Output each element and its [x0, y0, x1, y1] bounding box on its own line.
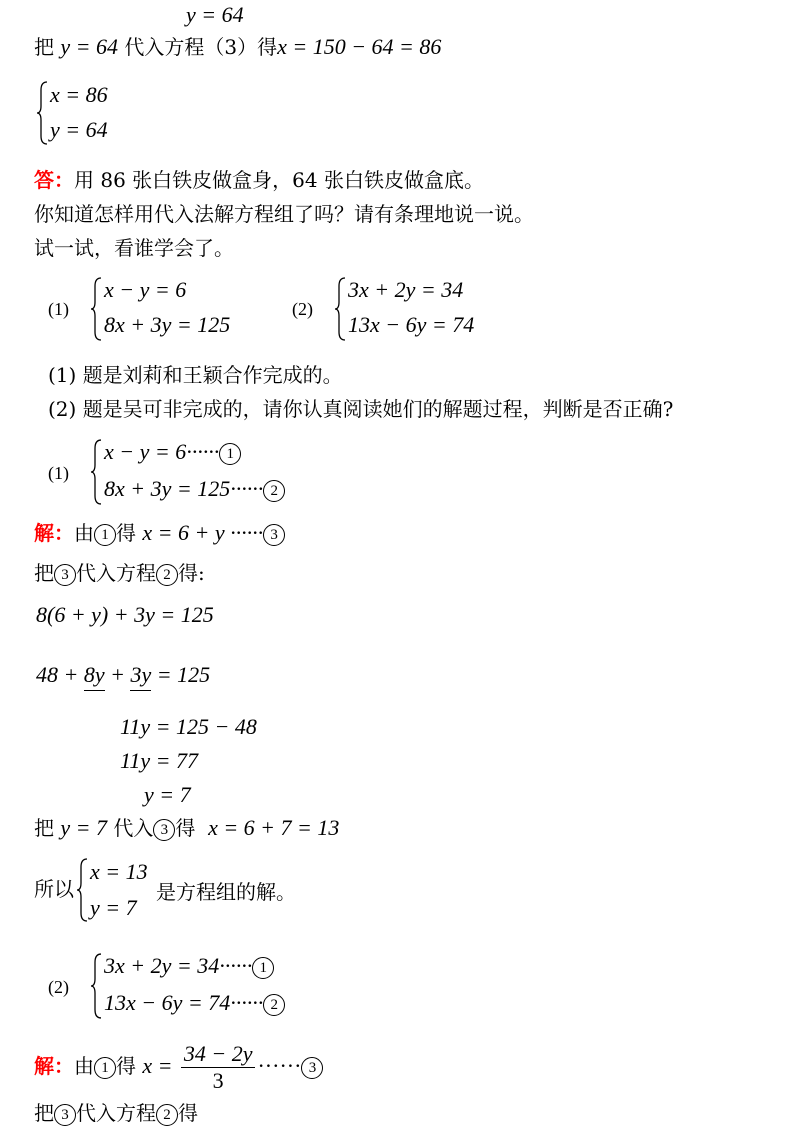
circled-number: 1 — [94, 524, 116, 546]
text: 得: — [178, 561, 205, 585]
solution-2-step-1 — [34, 1036, 323, 1096]
note-1: (1) 题是刘莉和王颖合作完成的。 — [48, 363, 343, 387]
text: 由 — [74, 1054, 94, 1078]
solution-2-label: (2) — [48, 977, 69, 997]
equation-step-3: 11y = 125 − 48 — [120, 714, 257, 739]
numerator: 34 − 2y — [181, 1041, 256, 1068]
circled-number: 2 — [263, 480, 285, 502]
substitution-line — [34, 34, 441, 60]
equation: x = 150 − 64 = 86 — [277, 34, 442, 59]
row-x: x = 86 — [50, 82, 108, 107]
exercise-2-system — [334, 276, 514, 342]
text: 代入方程 — [76, 561, 156, 585]
brace-icon — [90, 952, 102, 1020]
text: 把 — [34, 561, 54, 585]
row-y: y = 7 — [90, 895, 137, 920]
row-y: y = 64 — [50, 117, 108, 142]
text: 得 — [175, 816, 196, 840]
row-2 — [104, 990, 285, 1016]
circled-number: 3 — [301, 1057, 323, 1079]
circled-number: 3 — [153, 819, 175, 841]
underlined-term: 3y — [130, 662, 151, 691]
try-line: 试一试，看谁学会了。 — [34, 236, 234, 260]
equation: x = 6 + y ······ — [142, 520, 264, 545]
circled-number: 1 — [252, 957, 274, 979]
row-2: 8x + 3y = 125 — [104, 312, 231, 337]
brace-icon — [36, 80, 48, 146]
conclusion-suffix: 是方程组的解。 — [156, 880, 296, 904]
denominator: 3 — [212, 1068, 224, 1093]
solution-label: 解： — [34, 521, 74, 545]
text: 由 — [74, 521, 94, 545]
text: + — [104, 662, 131, 687]
equation: y = 64 — [60, 34, 118, 59]
text: 把 — [34, 35, 54, 59]
circled-number: 3 — [54, 564, 76, 586]
solution-1-system — [90, 438, 320, 506]
circled-number: 2 — [263, 994, 285, 1016]
text: 得 — [116, 521, 136, 545]
row-x: x = 13 — [90, 859, 148, 884]
exercise-1-label: (1) — [48, 299, 69, 319]
text: 得 — [116, 1054, 136, 1078]
exercise-2-label: (2) — [292, 299, 313, 319]
note-2: (2) 题是吴可非完成的，请你认真阅读她们的解题过程，判断是否正确? — [48, 397, 674, 421]
circled-number: 3 — [263, 524, 285, 546]
equation: 3x + 2y = 34······ — [104, 953, 253, 978]
row-1: x − y = 6 — [104, 277, 187, 302]
equation: 13x − 6y = 74······ — [104, 990, 264, 1015]
circled-number: 2 — [156, 564, 178, 586]
equation-step-2 — [36, 662, 210, 691]
equation: 8x + 3y = 125······ — [104, 476, 264, 501]
circled-number: 1 — [219, 443, 241, 465]
solution-system — [36, 80, 156, 146]
answer-text: 用 86 张白铁皮做盒身，64 张白铁皮做盒底。 — [74, 168, 484, 192]
row-2: 13x − 6y = 74 — [348, 312, 475, 337]
answer-label: 答： — [34, 168, 74, 192]
conclusion-system — [76, 857, 156, 923]
text: 代入方程（3）得 — [124, 35, 278, 59]
text: 把 — [34, 816, 54, 840]
solution-label: 解： — [34, 1054, 74, 1078]
answer-line — [34, 167, 484, 193]
equation: x = — [142, 1053, 173, 1078]
text: 把 — [34, 1101, 54, 1125]
circled-number: 3 — [54, 1104, 76, 1126]
brace-icon — [90, 438, 102, 506]
equation-step-5: y = 7 — [144, 782, 191, 807]
conclusion-prefix: 所以 — [34, 877, 74, 901]
equation: y = 7 — [60, 815, 107, 840]
equation: x − y = 6······ — [104, 439, 220, 464]
solution-2-substitute — [34, 1100, 198, 1126]
equation-step-1: 8(6 + y) + 3y = 125 — [36, 602, 214, 627]
equation: x = 6 + 7 = 13 — [208, 815, 340, 840]
underlined-term: 8y — [84, 662, 105, 691]
equation-y-64: y = 64 — [186, 2, 244, 27]
solution-2-system — [90, 952, 330, 1020]
brace-icon — [334, 276, 346, 342]
brace-icon — [76, 857, 88, 923]
brace-icon — [90, 276, 102, 342]
solution-1-back-substitute — [34, 815, 339, 841]
solution-1-label: (1) — [48, 463, 69, 483]
text: 48 + — [36, 662, 84, 687]
text: 得 — [178, 1101, 198, 1125]
row-1 — [104, 953, 274, 979]
circled-number: 1 — [94, 1057, 116, 1079]
text: 代入方程 — [76, 1101, 156, 1125]
row-2 — [104, 476, 285, 502]
row-1 — [104, 439, 241, 465]
fraction — [181, 1041, 256, 1094]
row-1: 3x + 2y = 34 — [348, 277, 464, 302]
solution-1-step-1 — [34, 520, 285, 546]
solution-1-substitute — [34, 560, 205, 586]
text: 代入 — [113, 816, 154, 840]
equation-step-4: 11y = 77 — [120, 748, 198, 773]
circled-number: 2 — [156, 1104, 178, 1126]
question-line: 你知道怎样用代入法解方程组了吗？请有条理地说一说。 — [34, 202, 534, 226]
dots: ······ — [257, 1053, 302, 1078]
exercise-1-system — [90, 276, 260, 342]
text: = 125 — [151, 662, 211, 687]
